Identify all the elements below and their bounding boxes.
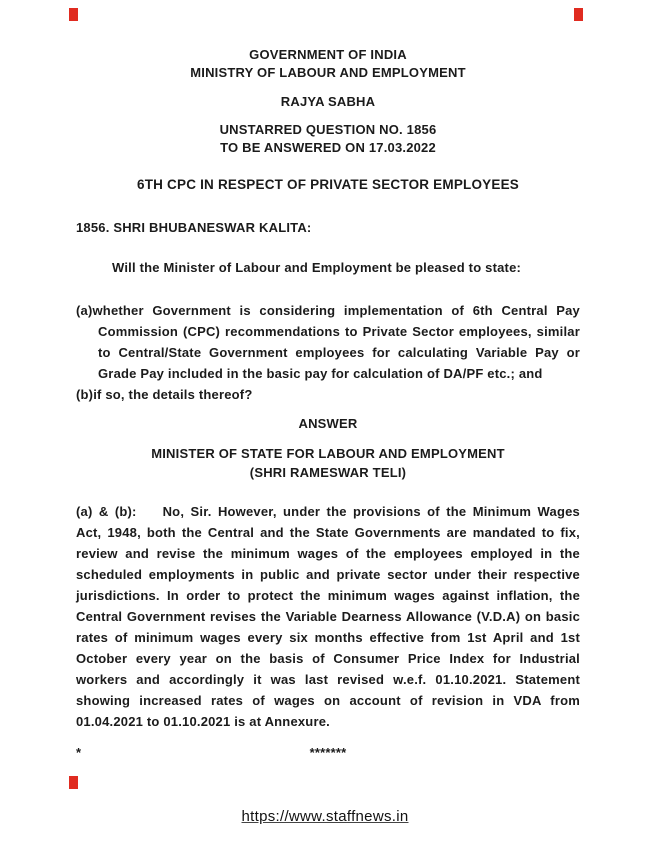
government-title: GOVERNMENT OF INDIA — [249, 47, 407, 62]
question-part-a: (a)whether Government is considering implementation of 6th Central Pay Commission (CPC) recommendations to Private Sector employees, similar to Central/State Government employees for calculating Variable Pay or Grade Pay included in the basic pay for calculation of DA/PF etc.; and — [76, 303, 580, 381]
closing-stars-row — [76, 745, 580, 766]
answer-label: (a) & (b): — [76, 504, 137, 519]
watermark-row — [0, 808, 650, 825]
minister-title: MINISTER OF STATE FOR LABOUR AND EMPLOYMENT — [151, 446, 505, 461]
minister-name: (SHRI RAMESWAR TELI) — [249, 465, 407, 480]
red-corner-mark-top-right — [574, 8, 583, 21]
answer-paragraph — [76, 501, 580, 732]
house-name: RAJYA SABHA — [280, 94, 376, 109]
center-stars: ******* — [309, 745, 347, 760]
subject-title: 6TH CPC IN RESPECT OF PRIVATE SECTOR EMPLOYEES — [136, 177, 519, 192]
answer-body-text: No, Sir. However, under the provisions of the Minimum Wages Act, 1948, both the Central and the State Governments are mandated to fix, review and revise the minimum wages of the employees employed in the scheduled employments in public and private sector under their respective jurisdictions. In order to protect the minimum wages against inflation, the Central Government revises the Variable Dearness Allowance (V.D.A) on basic rates of minimum wages every six months effective from 1st April and 1st October every year on the basis of Consumer Price Index for Industrial workers and accordingly it was last revised w.e.f. 01.10.2021. Statement showing increased rates of wages on account of revision in VDA from 01.04.2021 to 01.10.2021 is at Annexure. — [76, 504, 580, 729]
question-part-b: (b)if so, the details thereof? — [76, 387, 253, 402]
watermark-link[interactable]: https://www.staffnews.in — [241, 808, 409, 825]
answer-heading: ANSWER — [298, 416, 358, 431]
ministry-title: MINISTRY OF LABOUR AND EMPLOYMENT — [190, 65, 466, 80]
red-corner-mark-top-left — [69, 8, 78, 21]
question-number-line: UNSTARRED QUESTION NO. 1856 — [219, 122, 437, 137]
left-star: * — [76, 745, 82, 760]
member-name-line: 1856. SHRI BHUBANESWAR KALITA: — [76, 220, 312, 235]
question-intro: Will the Minister of Labour and Employment be pleased to state: — [112, 260, 522, 275]
red-corner-mark-bottom-left — [69, 776, 78, 789]
answer-date-line: TO BE ANSWERED ON 17.03.2022 — [220, 140, 436, 155]
